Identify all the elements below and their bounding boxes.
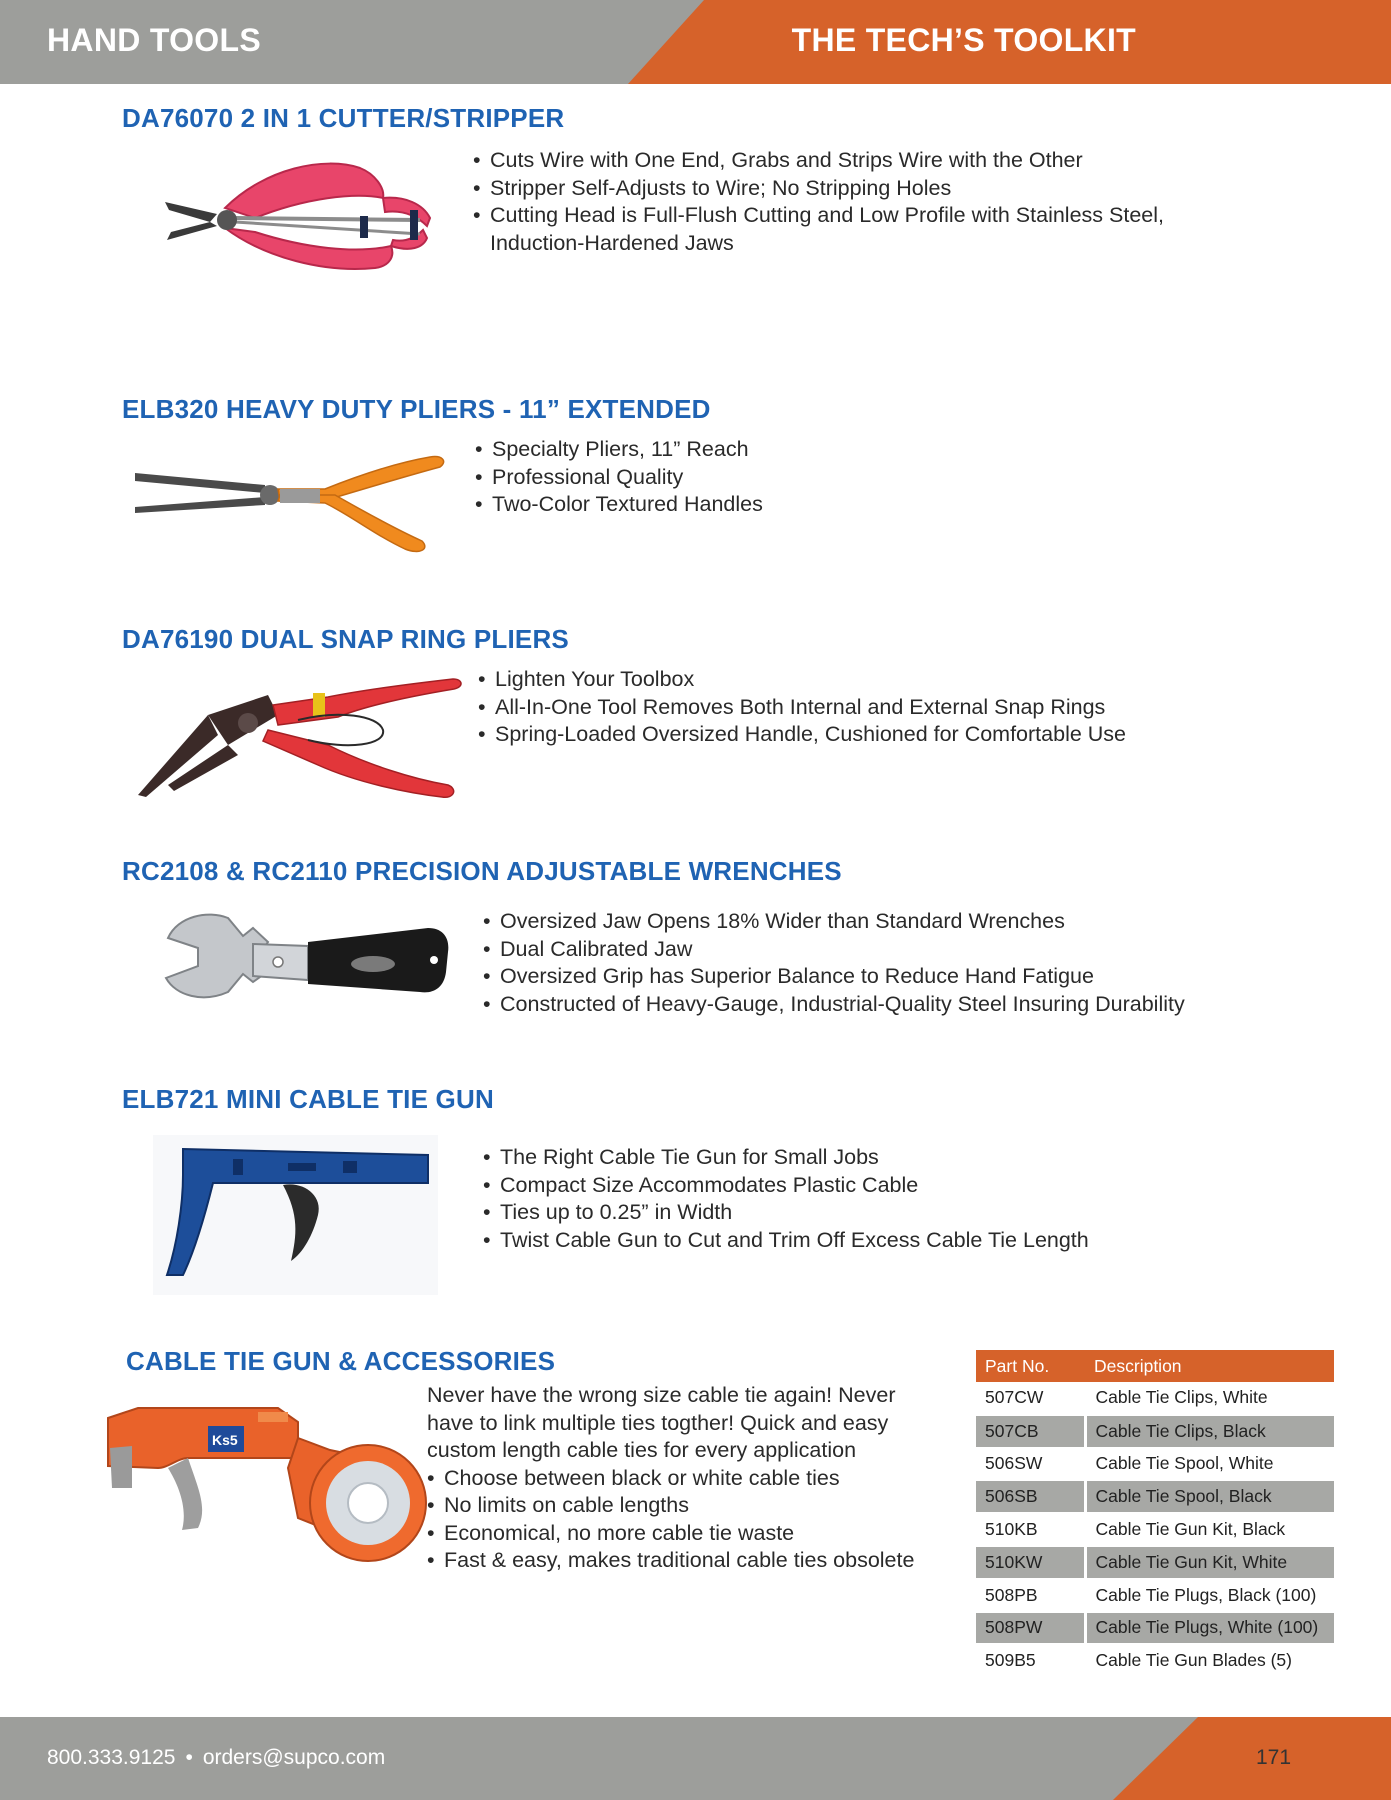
gun-badge: Ks5 (212, 1432, 238, 1448)
feature-item: • Ties up to 0.25” in Width (483, 1199, 1243, 1227)
email-link[interactable]: orders@supco.com (202, 1746, 386, 1769)
cable-tie-description (427, 1382, 947, 1575)
features-elb320 (475, 436, 1215, 519)
feature-item: • All-In-One Tool Removes Both Internal and External Snap Rings (478, 694, 1218, 722)
part-description: Cable Tie Clips, Black (1085, 1415, 1334, 1448)
product-title-cable-tie-gun: CABLE TIE GUN & ACCESSORIES (126, 1346, 556, 1376)
part-number: 509B5 (976, 1644, 1085, 1677)
feature-item: • Professional Quality (475, 464, 1215, 492)
table-row (976, 1579, 1334, 1612)
feature-item: • Oversized Grip has Superior Balance to Reduce Hand Fatigue (483, 963, 1243, 991)
feature-item: • Twist Cable Gun to Cut and Trim Off Excess Cable Tie Length (483, 1227, 1243, 1255)
feature-item: • Economical, no more cable tie waste (427, 1520, 947, 1548)
part-number: 508PW (976, 1612, 1085, 1645)
features-da76190 (478, 666, 1218, 749)
feature-item: • Cuts Wire with One End, Grabs and Strips Wire with the Other (473, 147, 1213, 175)
separator: • (185, 1746, 193, 1769)
part-description: Cable Tie Gun Blades (5) (1085, 1644, 1334, 1677)
feature-item: • Two-Color Textured Handles (475, 491, 1215, 519)
product-title-elb721: ELB721 MINI CABLE TIE GUN (122, 1084, 494, 1114)
heavy-duty-pliers-image (130, 445, 475, 560)
section-title: HAND TOOLS (47, 22, 261, 58)
features-elb721 (483, 1144, 1243, 1254)
column-header-part-no: Part No. (976, 1350, 1085, 1382)
part-number: 506SB (976, 1480, 1085, 1513)
part-description: Cable Tie Gun Kit, Black (1085, 1513, 1334, 1546)
feature-item: • Spring-Loaded Oversized Handle, Cushioned for Comfortable Use (478, 721, 1218, 749)
feature-item: • Constructed of Heavy-Gauge, Industrial-Quality Steel Insuring Durability (483, 991, 1243, 1019)
table-row (976, 1612, 1334, 1645)
table-row (976, 1546, 1334, 1579)
table-row (976, 1644, 1334, 1677)
part-number: 510KB (976, 1513, 1085, 1546)
part-description: Cable Tie Gun Kit, White (1085, 1546, 1334, 1579)
feature-item: • Choose between black or white cable ties (427, 1465, 947, 1493)
snap-ring-pliers-image (128, 675, 468, 810)
table-row (976, 1480, 1334, 1513)
cutter-stripper-image (155, 148, 450, 326)
part-description: Cable Tie Spool, White (1085, 1448, 1334, 1481)
cable-tie-gun-image (98, 1398, 428, 1573)
part-number: 510KW (976, 1546, 1085, 1579)
features-rc2108 (483, 908, 1243, 1018)
footer-contact (47, 1746, 385, 1770)
table-row (976, 1415, 1334, 1448)
part-description: Cable Tie Plugs, Black (100) (1085, 1579, 1334, 1612)
part-number: 507CB (976, 1415, 1085, 1448)
feature-item: • No limits on cable lengths (427, 1492, 947, 1520)
part-description: Cable Tie Spool, Black (1085, 1480, 1334, 1513)
product-title-da76070: DA76070 2 IN 1 CUTTER/STRIPPER (122, 103, 565, 133)
column-header-description: Description (1085, 1350, 1334, 1382)
phone-number[interactable]: 800.333.9125 (47, 1746, 176, 1769)
product-title-rc2108: RC2108 & RC2110 PRECISION ADJUSTABLE WRENCHES (122, 856, 842, 886)
feature-item: • Oversized Jaw Opens 18% Wider than Standard Wrenches (483, 908, 1243, 936)
part-description: Cable Tie Clips, White (1085, 1382, 1334, 1415)
part-number: 507CW (976, 1382, 1085, 1415)
mini-cable-tie-gun-image (153, 1135, 438, 1295)
product-title-da76190: DA76190 DUAL SNAP RING PLIERS (122, 624, 569, 654)
part-description: Cable Tie Plugs, White (100) (1085, 1612, 1334, 1645)
adjustable-wrench-image (158, 908, 453, 1013)
parts-table (976, 1350, 1334, 1678)
catalog-title: THE TECH’S TOOLKIT (791, 22, 1136, 58)
cable-tie-intro: Never have the wrong size cable tie again! Never have to link multiple ties togther! Quick and easy custom length cable ties for every application (427, 1383, 896, 1462)
feature-item: • Stripper Self-Adjusts to Wire; No Stripping Holes (473, 175, 1213, 203)
table-header-row (976, 1350, 1334, 1382)
table-row (976, 1382, 1334, 1415)
feature-item: • Compact Size Accommodates Plastic Cable (483, 1172, 1243, 1200)
part-number: 508PB (976, 1579, 1085, 1612)
table-row (976, 1448, 1334, 1481)
features-da76070 (473, 147, 1213, 257)
product-title-elb320: ELB320 HEAVY DUTY PLIERS - 11” EXTENDED (122, 394, 711, 424)
feature-item: • Cutting Head is Full-Flush Cutting and Low Profile with Stainless Steel, Induction-Hardened Jaws (473, 202, 1213, 257)
feature-item: • Lighten Your Toolbox (478, 666, 1218, 694)
feature-item: • Dual Calibrated Jaw (483, 936, 1243, 964)
cable-tie-features (427, 1465, 947, 1575)
feature-item: • The Right Cable Tie Gun for Small Jobs (483, 1144, 1243, 1172)
page-number: 171 (1256, 1746, 1292, 1769)
table-row (976, 1513, 1334, 1546)
feature-item: • Fast & easy, makes traditional cable ties obsolete (427, 1547, 947, 1575)
feature-item: • Specialty Pliers, 11” Reach (475, 436, 1215, 464)
part-number: 506SW (976, 1448, 1085, 1481)
